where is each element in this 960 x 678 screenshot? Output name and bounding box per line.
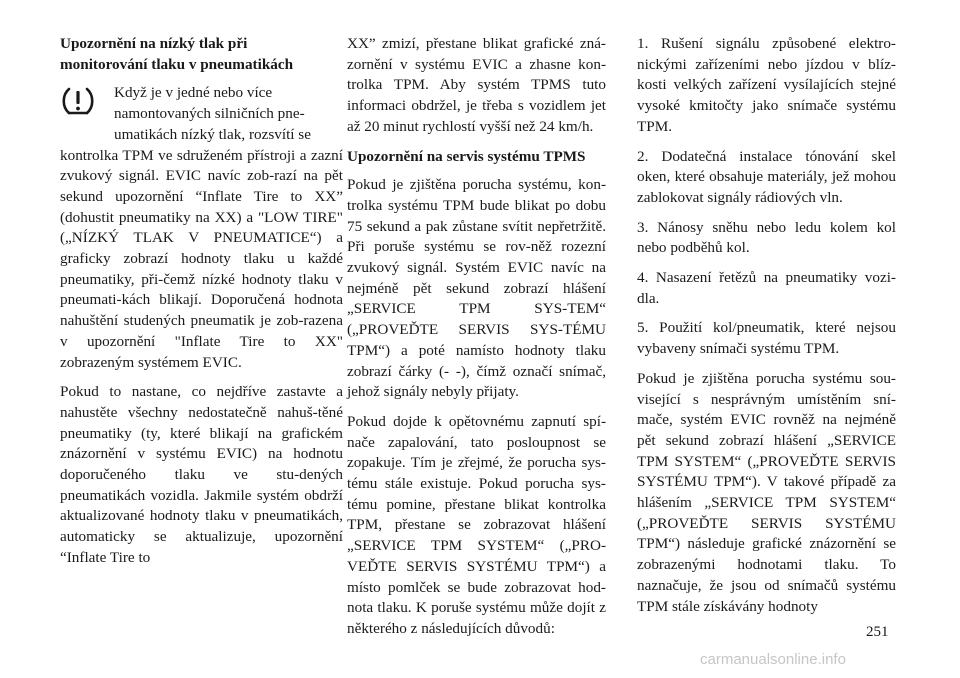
list-item: 3. Nánosy sněhu nebo ledu kolem kol nebo podběhů kol. [637, 218, 896, 257]
warning-paragraph: Když je v jedné nebo více namontovaných silničních pne- umatikách nízký tlak, rozsvítí se kontrolka TPM ve sdruženém přístroji a zazní zvukový signál. EVIC navíc zob-razí na pět sekund upozornění “Inflate Tire to XX” (dohustit pneumatiky na XX) a "LOW TIRE" („NÍZKÝ TLAK V PNEUMATICE“) a graficky zobrazí hodnoty tlaku u každé pneumatiky, při-čemž nízké hodnoty tlaku v pneumati-kách blikají. Doporučená hodnota nahuštění studených pneumatik je zob-razena v upozornění "Inflate Tire to XX" zobrazeným systémem EVIC. [60, 83, 343, 373]
paragraph: Pokud dojde k opětovnému zapnutí spí-nače zapalování, tato posloupnost se zopakuje. Tím je zřejmé, že porucha sys-tému stále existuje. Pokud porucha sys-tému pomine, přestane blikat kontrolka TPM, přestane se zobrazovat hlášení „SERVICE TPM SYSTEM“ („PRO-VEĎTE SERVIS SYSTÉMU TPM“) a místo pomlček se bude zobrazovat hod-nota tlaku. K poruše systému může dojít z některého z následujících důvodů: [347, 412, 606, 637]
column-middle [347, 34, 606, 649]
warning-paragraph-rest: kontrolka TPM ve sdruženém přístroji a zazní zvukový signál. EVIC navíc zob-razí na pět sekund upozornění “Inflate Tire to XX” (dohustit pneumatiky na XX) a "LOW TIRE" („NÍZKÝ TLAK V PNEUMATICE“) a graficky zobrazí hodnoty tlaku u každé pneumatiky, při-čemž nízké hodnoty tlaku v pneumati-kách blikají. Doporučená hodnota nahuštění studených pneumatik je zob-razena v upozornění "Inflate Tire to XX" zobrazeným systémem EVIC. [60, 146, 343, 371]
section-heading-low-pressure: Upozornění na nízký tlak při monitorování tlaku v pneumatikách [60, 35, 294, 73]
list-item: 5. Použití kol/pneumatik, které nejsou vybaveny snímači systému TPM. [637, 319, 896, 358]
watermark: carmanualsonline.info [700, 651, 846, 668]
list-item: 1. Rušení signálu způsobené elektro-nickými zařízeními nebo jízdou v blíz-kosti velkých zařízení vysílajících stejné vysoké kmitočty jako snímače systému TPM. [637, 35, 896, 135]
column-right [637, 34, 896, 626]
list-item: 4. Nasazení řetězů na pneumatiky vozi-dla. [637, 269, 896, 307]
list-item: 2. Dodatečná instalace tónování skel oken, které obsahuje materiály, jež mohou zablokovat signály rádiových vln. [637, 147, 896, 206]
tire-pressure-warning-icon [60, 85, 96, 117]
paragraph: Pokud je zjištěna porucha systému sou-visející s nesprávným umístěním sní-mače, systém EVIC rovněž na nejméně pět sekund zobrazí hlášení „SERVICE TPM SYSTEM“ („PROVEĎTE SERVIS SYSTÉMU TPM“). V takové případě za hlášením „SERVICE TPM SYSTEM“ („PROVEĎTE SERVIS SYSTÉMU TPM“) následuje grafické znázornění se zobrazenými hodnotami tlaku. To naznačuje, že jsou od snímačů systému TPM stále získávány hodnoty [637, 369, 896, 615]
paragraph: XX” zmizí, přestane blikat grafické zná-zornění v systému EVIC a zhasne kon-trolka TPM. Aby systém TPMS tuto informaci obdržel, je třeba s vozidlem jet až 20 minut rychlostí vyšší než 24 km/h. [347, 35, 606, 135]
section-heading-tpms-service: Upozornění na servis systému TPMS [347, 147, 586, 165]
column-left [60, 34, 343, 578]
paragraph: Pokud to nastane, co nejdříve zastavte a nahustěte všechny nedostatečně nahuš-těné pneumatiky (ty, které blikají na grafickém znázornění v systému EVIC) na hodnotu doporučeného tlaku ve stu-dených pneumatikách vozidla. Jakmile systém obdrží aktualizované hodnoty tlaku v pneumatikách, automaticky se aktualizuje, upozornění “Inflate Tire to [60, 383, 343, 566]
paragraph: Pokud je zjištěna porucha systému, kon-trolka systému TPM bude blikat po dobu 75 sekund a pak zůstane svítit nepřetržitě. Při poruše systému se rov-něž rozezní zvukový signál. Systém EVIC navíc na nejméně pět sekund zobrazí hlášení „SERVICE TPM SYS-TEM“ („PROVEĎTE SERVIS SYS-TÉMU TPM“) a poté namísto hodnoty tlaku zobrazí čárky (- -), čímž označí snímač, jehož signály nebyly přijaty. [347, 176, 606, 401]
page-number: 251 [866, 624, 889, 640]
